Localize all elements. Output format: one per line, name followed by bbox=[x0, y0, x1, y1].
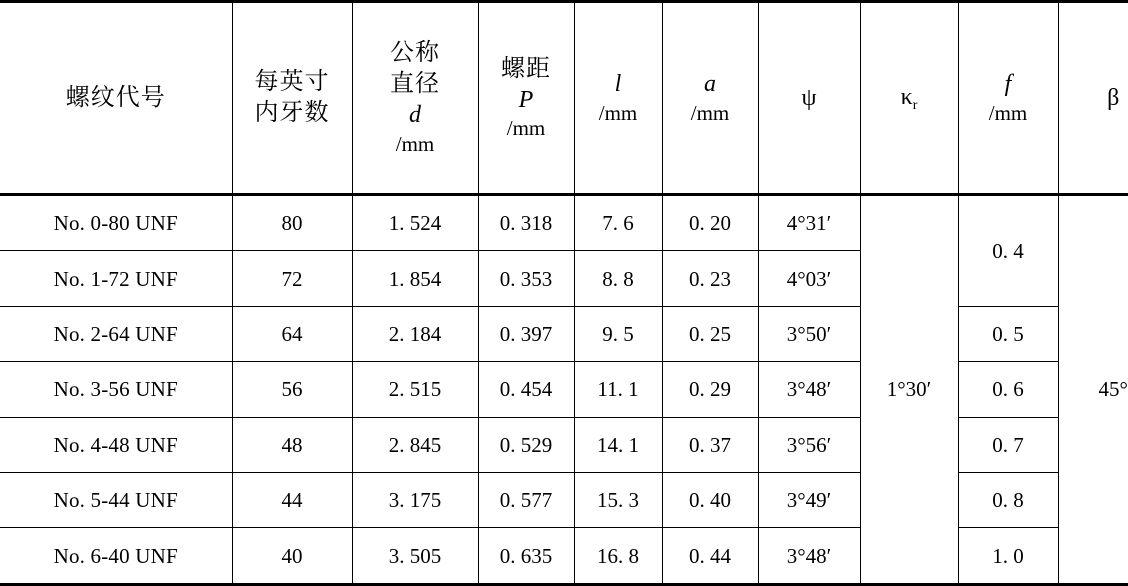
cell-pitch: 0. 318 bbox=[478, 195, 574, 251]
cell-threads-per-inch: 80 bbox=[232, 195, 352, 251]
cell-pitch: 0. 353 bbox=[478, 251, 574, 306]
column-header-length-f bbox=[958, 2, 1058, 195]
cell-angle-psi: 3°50′ bbox=[758, 306, 860, 361]
column-header-angle-kappa-r bbox=[860, 2, 958, 195]
column-header-angle-psi bbox=[758, 2, 860, 195]
nominal-diameter-unit: /mm bbox=[395, 131, 435, 156]
angle-kappa-subscript: r bbox=[912, 97, 918, 113]
column-header-length-a bbox=[662, 2, 758, 195]
cell-length-a: 0. 23 bbox=[662, 251, 758, 306]
cell-thread-code: No. 3-56 UNF bbox=[0, 362, 232, 417]
cell-length-f: 0. 6 bbox=[958, 362, 1058, 417]
cell-length-a: 0. 40 bbox=[662, 473, 758, 528]
column-header-thread-code-label: 螺纹代号 bbox=[65, 85, 166, 111]
table-header-row bbox=[0, 2, 1128, 195]
cell-length-l: 11. 1 bbox=[574, 362, 662, 417]
cell-angle-kappa-r-merged: 1°30′ bbox=[860, 195, 958, 585]
cell-length-l: 8. 8 bbox=[574, 251, 662, 306]
cell-thread-code: No. 0-80 UNF bbox=[0, 195, 232, 251]
nominal-diameter-line1: 公称 bbox=[390, 40, 440, 67]
cell-threads-per-inch: 48 bbox=[232, 417, 352, 472]
cell-length-l: 16. 8 bbox=[574, 528, 662, 585]
cell-angle-psi: 3°48′ bbox=[758, 528, 860, 585]
cell-angle-beta-merged: 45° bbox=[1058, 195, 1128, 585]
cell-angle-psi: 3°56′ bbox=[758, 417, 860, 472]
angle-kappa-symbol: κ bbox=[900, 83, 913, 110]
table-row bbox=[0, 362, 1128, 417]
column-header-nominal-diameter bbox=[352, 2, 478, 195]
cell-length-a: 0. 20 bbox=[662, 195, 758, 251]
cell-nominal-diameter: 1. 854 bbox=[352, 251, 478, 306]
cell-angle-psi: 4°03′ bbox=[758, 251, 860, 306]
cell-pitch: 0. 397 bbox=[478, 306, 574, 361]
pitch-unit: /mm bbox=[506, 116, 546, 141]
cell-pitch: 0. 577 bbox=[478, 473, 574, 528]
column-header-threads-per-inch bbox=[232, 2, 352, 195]
cell-thread-code: No. 4-48 UNF bbox=[0, 417, 232, 472]
cell-angle-psi: 3°48′ bbox=[758, 362, 860, 417]
length-f-unit: /mm bbox=[988, 100, 1028, 125]
length-a-symbol: a bbox=[704, 71, 716, 98]
pitch-symbol: P bbox=[518, 86, 534, 113]
column-header-pitch bbox=[478, 2, 574, 195]
cell-length-a: 0. 37 bbox=[662, 417, 758, 472]
cell-nominal-diameter: 2. 515 bbox=[352, 362, 478, 417]
table-row bbox=[0, 195, 1128, 251]
cell-length-l: 14. 1 bbox=[574, 417, 662, 472]
cell-thread-code: No. 6-40 UNF bbox=[0, 528, 232, 585]
cell-thread-code: No. 5-44 UNF bbox=[0, 473, 232, 528]
table-row bbox=[0, 473, 1128, 528]
cell-length-a: 0. 44 bbox=[662, 528, 758, 585]
length-f-symbol: f bbox=[1004, 71, 1012, 98]
cell-thread-code: No. 1-72 UNF bbox=[0, 251, 232, 306]
table-row bbox=[0, 306, 1128, 361]
table-row bbox=[0, 528, 1128, 585]
threads-per-inch-line2: 内牙数 bbox=[254, 100, 330, 126]
cell-threads-per-inch: 64 bbox=[232, 306, 352, 361]
column-header-angle-beta bbox=[1058, 2, 1128, 195]
cell-pitch: 0. 454 bbox=[478, 362, 574, 417]
cell-length-f: 0. 4 bbox=[958, 195, 1058, 307]
pitch-line1: 螺距 bbox=[501, 55, 551, 82]
cell-pitch: 0. 529 bbox=[478, 417, 574, 472]
cell-angle-psi: 3°49′ bbox=[758, 473, 860, 528]
nominal-diameter-line2: 直径 bbox=[390, 71, 440, 98]
cell-length-l: 15. 3 bbox=[574, 473, 662, 528]
cell-nominal-diameter: 3. 175 bbox=[352, 473, 478, 528]
cell-threads-per-inch: 44 bbox=[232, 473, 352, 528]
table-row bbox=[0, 417, 1128, 472]
cell-nominal-diameter: 2. 845 bbox=[352, 417, 478, 472]
threads-per-inch-line1: 每英寸 bbox=[254, 69, 330, 96]
cell-length-l: 9. 5 bbox=[574, 306, 662, 361]
cell-nominal-diameter: 2. 184 bbox=[352, 306, 478, 361]
cell-threads-per-inch: 40 bbox=[232, 528, 352, 585]
cell-length-f: 1. 0 bbox=[958, 528, 1058, 585]
cell-pitch: 0. 635 bbox=[478, 528, 574, 585]
cell-length-f: 0. 8 bbox=[958, 473, 1058, 528]
cell-length-f: 0. 5 bbox=[958, 306, 1058, 361]
length-l-unit: /mm bbox=[598, 100, 638, 125]
cell-nominal-diameter: 1. 524 bbox=[352, 195, 478, 251]
cell-angle-psi: 4°31′ bbox=[758, 195, 860, 251]
nominal-diameter-symbol: d bbox=[409, 101, 421, 128]
cell-length-a: 0. 29 bbox=[662, 362, 758, 417]
column-header-thread-code bbox=[0, 2, 232, 195]
angle-beta-symbol: β bbox=[1107, 85, 1120, 111]
cell-length-a: 0. 25 bbox=[662, 306, 758, 361]
cell-thread-code: No. 2-64 UNF bbox=[0, 306, 232, 361]
cell-nominal-diameter: 3. 505 bbox=[352, 528, 478, 585]
cell-length-l: 7. 6 bbox=[574, 195, 662, 251]
cell-length-f: 0. 7 bbox=[958, 417, 1058, 472]
length-l-symbol: l bbox=[614, 71, 622, 98]
cell-threads-per-inch: 56 bbox=[232, 362, 352, 417]
column-header-length-l bbox=[574, 2, 662, 195]
angle-psi-symbol: ψ bbox=[801, 85, 817, 111]
cell-threads-per-inch: 72 bbox=[232, 251, 352, 306]
length-a-unit: /mm bbox=[690, 100, 730, 125]
